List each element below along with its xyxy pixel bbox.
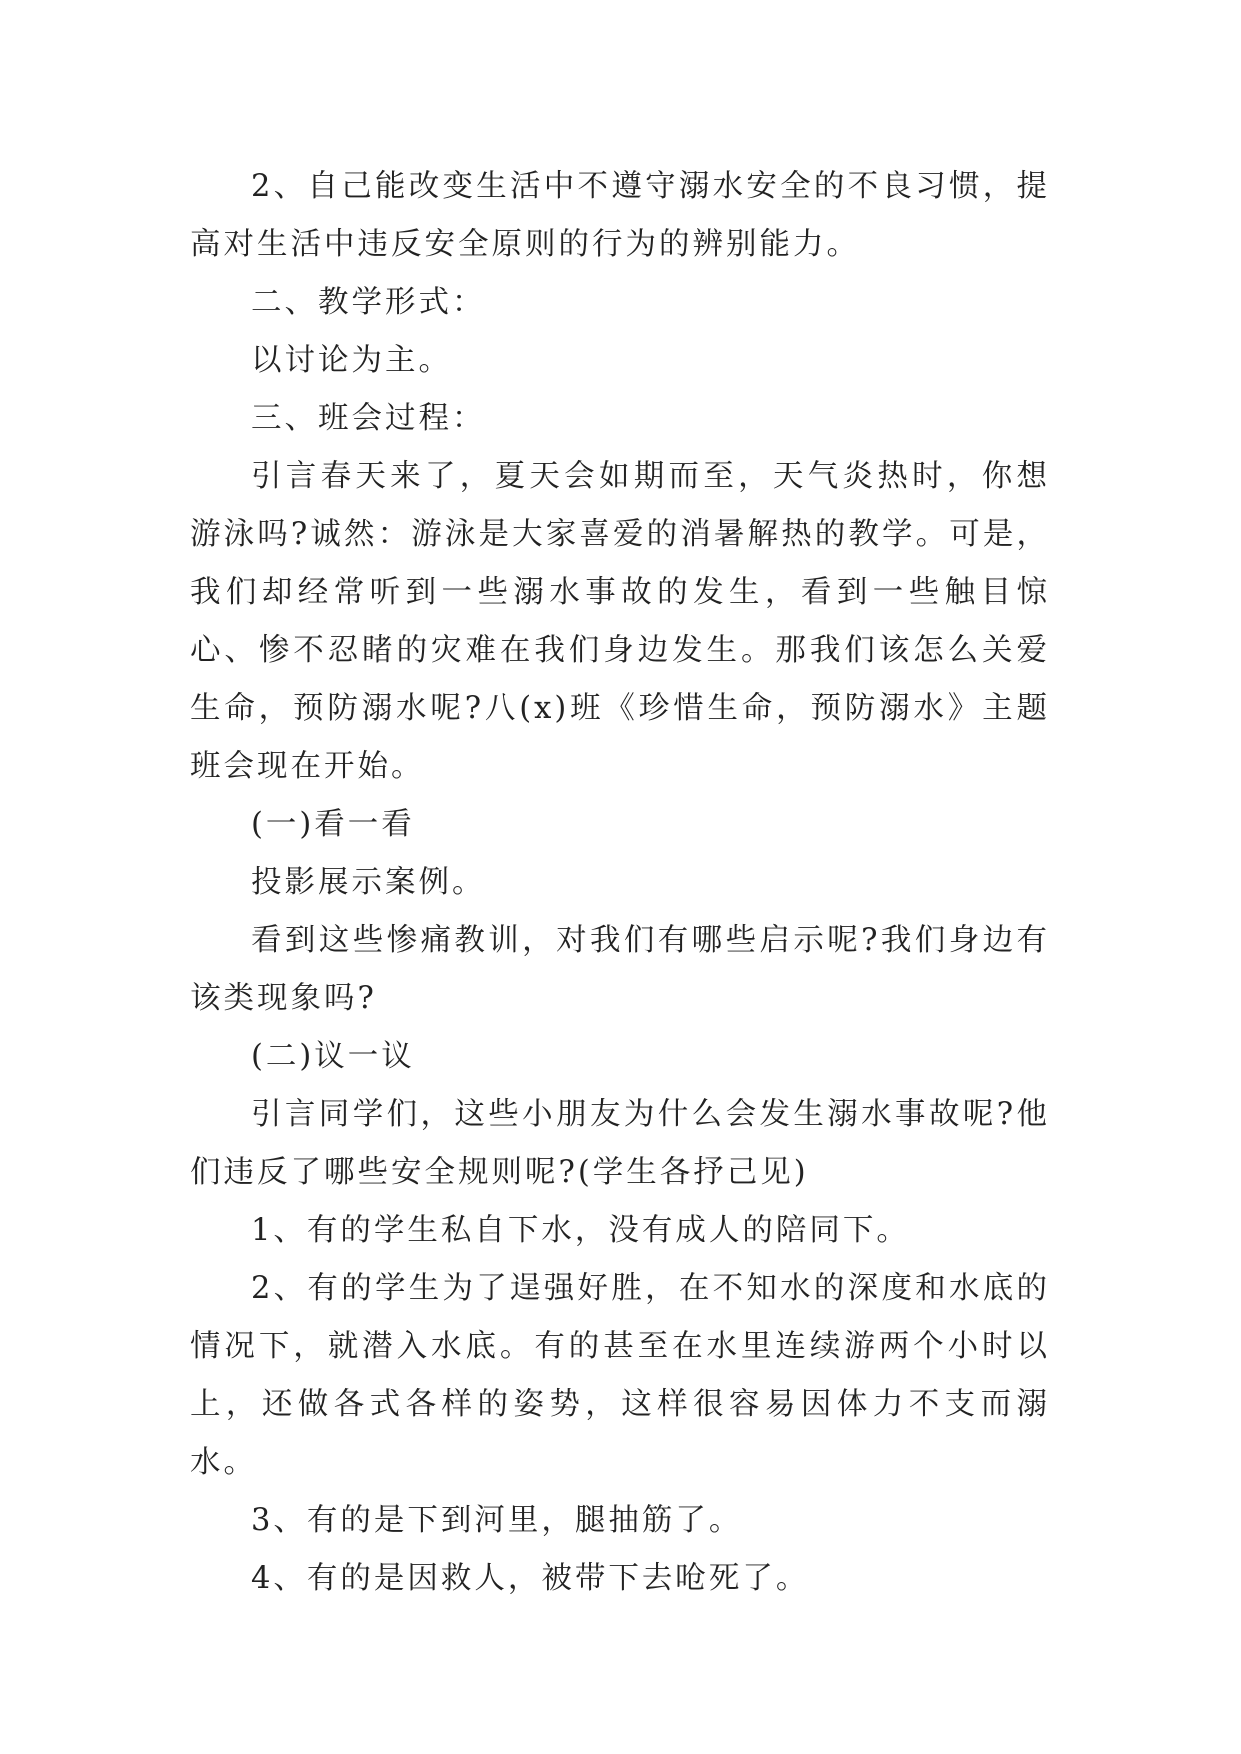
heading-class-process: 三、班会过程： [251, 401, 486, 436]
list-item-3: 3、有的是下到河里，腿抽筋了。 [251, 1503, 743, 1538]
heading-teaching-form: 二、教学形式： [251, 285, 486, 320]
list-item-1: 1、有的学生私自下水，没有成人的陪同下。 [251, 1213, 910, 1248]
paragraph-introduction: 引言春天来了，夏天会如期而至，天气炎热时，你想游泳吗?诚然：游泳是大家喜爱的消暑解热的教学。可是，我们却经常听到一些溺水事故的发生，看到一些触目惊心、惨不忍睹的灾难在我们身边发生。那我们该怎么关爱生命，预防溺水呢?八(x)班《珍惜生命，预防溺水》主题班会现在开始。 [190, 459, 1050, 784]
paragraph-goal-2: 2、自己能改变生活中不遵守溺水安全的不良习惯，提高对生活中违反安全原则的行为的辨别能力。 [190, 169, 1050, 262]
heading-discuss: (二)议一议 [251, 1039, 415, 1074]
list-item-4: 4、有的是因救人，被带下去呛死了。 [251, 1561, 810, 1596]
heading-look: (一)看一看 [251, 807, 415, 842]
list-item-2: 2、有的学生为了逞强好胜，在不知水的深度和水底的情况下，就潜入水底。有的甚至在水里连续游两个小时以上，还做各式各样的姿势，这样很容易因体力不支而溺水。 [190, 1271, 1050, 1480]
paragraph-discussion: 以讨论为主。 [251, 343, 452, 378]
document-body [190, 158, 1050, 1608]
paragraph-discuss-intro: 引言同学们，这些小朋友为什么会发生溺水事故呢?他们违反了哪些安全规则呢?(学生各抒己见) [190, 1097, 1050, 1190]
paragraph-projection: 投影展示案例。 [251, 865, 486, 900]
paragraph-reflection: 看到这些惨痛教训，对我们有哪些启示呢?我们身边有该类现象吗? [190, 923, 1050, 1016]
